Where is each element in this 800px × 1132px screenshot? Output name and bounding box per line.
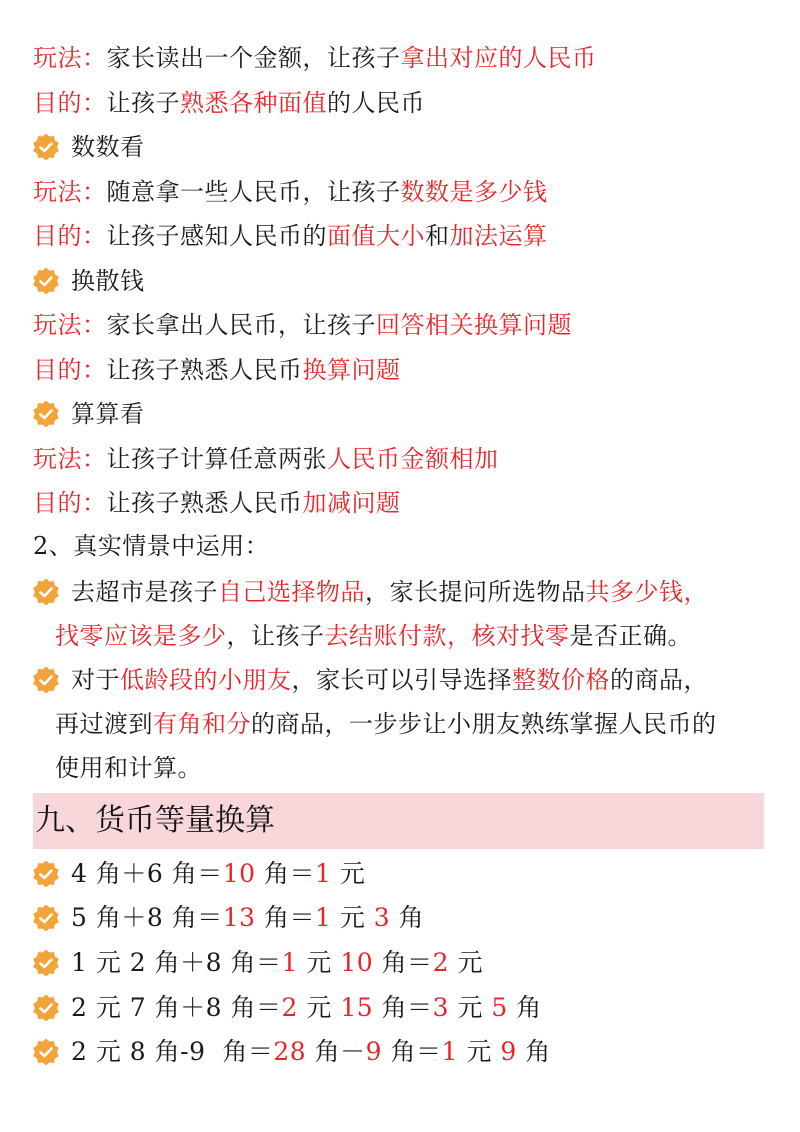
goal-highlight: 加法运算 xyxy=(449,222,548,250)
bullet-highlight: 有角和分 xyxy=(153,710,251,738)
real-life-bullet-2-line-1 xyxy=(33,664,708,696)
game-title-text: 数数看 xyxy=(71,133,145,161)
goal-label: 目的： xyxy=(33,489,107,517)
equation-value: 9 xyxy=(365,1037,383,1066)
bullet-highlight: 整数价格 xyxy=(512,666,610,694)
equation-value: 9 xyxy=(500,1037,517,1066)
orange-check-badge-icon xyxy=(33,667,59,693)
play-text: 随意拿一些人民币，让孩子 xyxy=(106,177,401,206)
bullet-text: 的商品， xyxy=(610,666,708,694)
real-life-heading xyxy=(33,530,269,562)
play-label: 玩法： xyxy=(33,444,107,473)
equation-text: 角＝ xyxy=(382,1037,442,1066)
equation-2 xyxy=(33,902,424,934)
bullet-text: 再过渡到 xyxy=(55,710,153,738)
equation-text: 元 xyxy=(297,993,341,1022)
equation-value: 15 xyxy=(340,993,374,1022)
play-line-4 xyxy=(33,443,499,475)
equation-text: 角 xyxy=(390,903,425,932)
equation-value: 3 xyxy=(432,993,449,1022)
equation-value: 10 xyxy=(222,859,256,888)
equation-value: 13 xyxy=(222,903,256,932)
orange-check-badge-icon xyxy=(33,401,59,427)
goal-line-2 xyxy=(33,220,548,252)
equation-text: 2 元 7 角＋8 角＝ xyxy=(71,993,282,1022)
play-line-3 xyxy=(33,309,572,341)
orange-check-badge-icon xyxy=(33,861,59,887)
bullet-text: 使用和计算。 xyxy=(55,754,202,782)
game-title-4 xyxy=(33,398,145,430)
goal-text: 让孩子 xyxy=(106,88,180,117)
equation-text: 元 xyxy=(331,903,374,932)
equation-value: 5 xyxy=(491,993,508,1022)
equation-value: 1 xyxy=(314,859,332,888)
play-label: 玩法： xyxy=(33,311,107,339)
equation-text: 5 角＋8 角＝ xyxy=(71,903,223,932)
equation-text: 角＝ xyxy=(373,948,433,977)
goal-text: 让孩子熟悉人民币 xyxy=(106,355,303,384)
game-title-text: 换散钱 xyxy=(71,266,145,295)
equation-text: 2 元 8 角-9 角＝ xyxy=(71,1037,274,1066)
goal-highlight: 面值大小 xyxy=(327,222,425,250)
goal-text: 让孩子感知人民币的 xyxy=(106,222,327,250)
equation-5 xyxy=(33,1036,551,1068)
goal-highlight: 熟悉各种面值 xyxy=(180,88,327,117)
goal-line-4 xyxy=(33,487,401,519)
play-highlight: 数数是多少钱 xyxy=(400,177,548,206)
play-highlight: 拿出对应的人民币 xyxy=(400,44,597,72)
goal-label: 目的： xyxy=(33,88,107,117)
equation-value: 1 xyxy=(441,1037,458,1066)
bullet-text: 去超市是孩子 xyxy=(71,578,218,606)
equation-value: 2 xyxy=(281,993,298,1022)
goal-text: 的人民币 xyxy=(327,88,425,117)
equation-text: 元 xyxy=(457,1037,501,1066)
bullet-text: ，家长可以引导选择 xyxy=(291,666,512,694)
play-highlight: 人民币金额相加 xyxy=(327,444,499,473)
orange-check-badge-icon xyxy=(33,1039,59,1065)
equation-value: 2 xyxy=(432,948,449,977)
orange-check-badge-icon xyxy=(33,268,59,294)
orange-check-badge-icon xyxy=(33,134,59,160)
equation-4 xyxy=(33,992,542,1024)
real-life-heading-text: 2、真实情景中运用： xyxy=(33,532,270,560)
equation-text: 角 xyxy=(516,1037,551,1066)
goal-line-1 xyxy=(33,87,425,119)
goal-text: 让孩子熟悉人民币 xyxy=(106,489,303,517)
game-title-2 xyxy=(33,131,145,163)
play-line-2 xyxy=(33,176,548,208)
equation-text: 角－ xyxy=(306,1037,366,1066)
real-life-bullet-2-line-2 xyxy=(55,708,717,740)
real-life-bullet-1-line-2 xyxy=(55,620,692,652)
goal-line-3 xyxy=(33,354,401,386)
goal-highlight: 换算问题 xyxy=(302,355,401,384)
game-title-3 xyxy=(33,265,145,297)
equation-value: 28 xyxy=(273,1037,307,1066)
equation-text: 角＝ xyxy=(373,993,433,1022)
goal-label: 目的： xyxy=(33,222,107,250)
equation-text: 角＝ xyxy=(255,859,315,888)
real-life-bullet-2-line-3 xyxy=(55,752,202,784)
bullet-text: 对于 xyxy=(71,666,120,694)
equation-text: 元 xyxy=(297,948,341,977)
bullet-text: ，让孩子 xyxy=(226,622,325,650)
play-label: 玩法： xyxy=(33,44,107,72)
bullet-text: 的商品，一步步让小朋友熟练掌握人民币的 xyxy=(251,710,717,738)
orange-check-badge-icon xyxy=(33,579,59,605)
real-life-bullet-1-line-1 xyxy=(33,576,708,608)
orange-check-badge-icon xyxy=(33,950,59,976)
equation-text: 4 角＋6 角＝ xyxy=(71,859,223,888)
goal-highlight: 加减问题 xyxy=(302,489,401,517)
equation-text: 1 元 2 角＋8 角＝ xyxy=(71,948,282,977)
goal-text: 和 xyxy=(425,222,450,250)
play-line-1 xyxy=(33,42,597,74)
equation-value: 10 xyxy=(340,948,374,977)
equation-value: 1 xyxy=(281,948,298,977)
game-title-text: 算算看 xyxy=(71,400,145,428)
play-text: 家长拿出人民币，让孩子 xyxy=(106,311,376,339)
play-label: 玩法： xyxy=(33,177,107,206)
bullet-highlight: 去结账付款，核对找零 xyxy=(324,622,570,650)
section-title: 九、货币等量换算 xyxy=(35,803,275,838)
bullet-highlight: 找零应该是多少 xyxy=(55,622,227,650)
bullet-text: ，家长提问所选物品 xyxy=(365,578,586,606)
equation-1 xyxy=(33,858,365,890)
section-header xyxy=(33,793,764,849)
orange-check-badge-icon xyxy=(33,905,59,931)
equation-text: 角 xyxy=(507,993,542,1022)
goal-label: 目的： xyxy=(33,355,107,384)
equation-text: 元 xyxy=(449,948,483,977)
equation-text: 元 xyxy=(449,993,492,1022)
orange-check-badge-icon xyxy=(33,995,59,1021)
play-text: 家长读出一个金额，让孩子 xyxy=(106,44,401,72)
bullet-highlight: 共多少钱， xyxy=(585,578,708,606)
equation-value: 3 xyxy=(373,903,391,932)
equation-text: 元 xyxy=(331,859,366,888)
play-highlight: 回答相关换算问题 xyxy=(376,311,572,339)
play-text: 让孩子计算任意两张 xyxy=(106,444,327,473)
equation-3 xyxy=(33,947,483,979)
equation-text: 角＝ xyxy=(255,903,315,932)
bullet-highlight: 自己选择物品 xyxy=(218,578,365,606)
equation-value: 1 xyxy=(314,903,332,932)
bullet-highlight: 低龄段的小朋友 xyxy=(120,666,292,694)
bullet-text: 是否正确。 xyxy=(569,622,692,650)
